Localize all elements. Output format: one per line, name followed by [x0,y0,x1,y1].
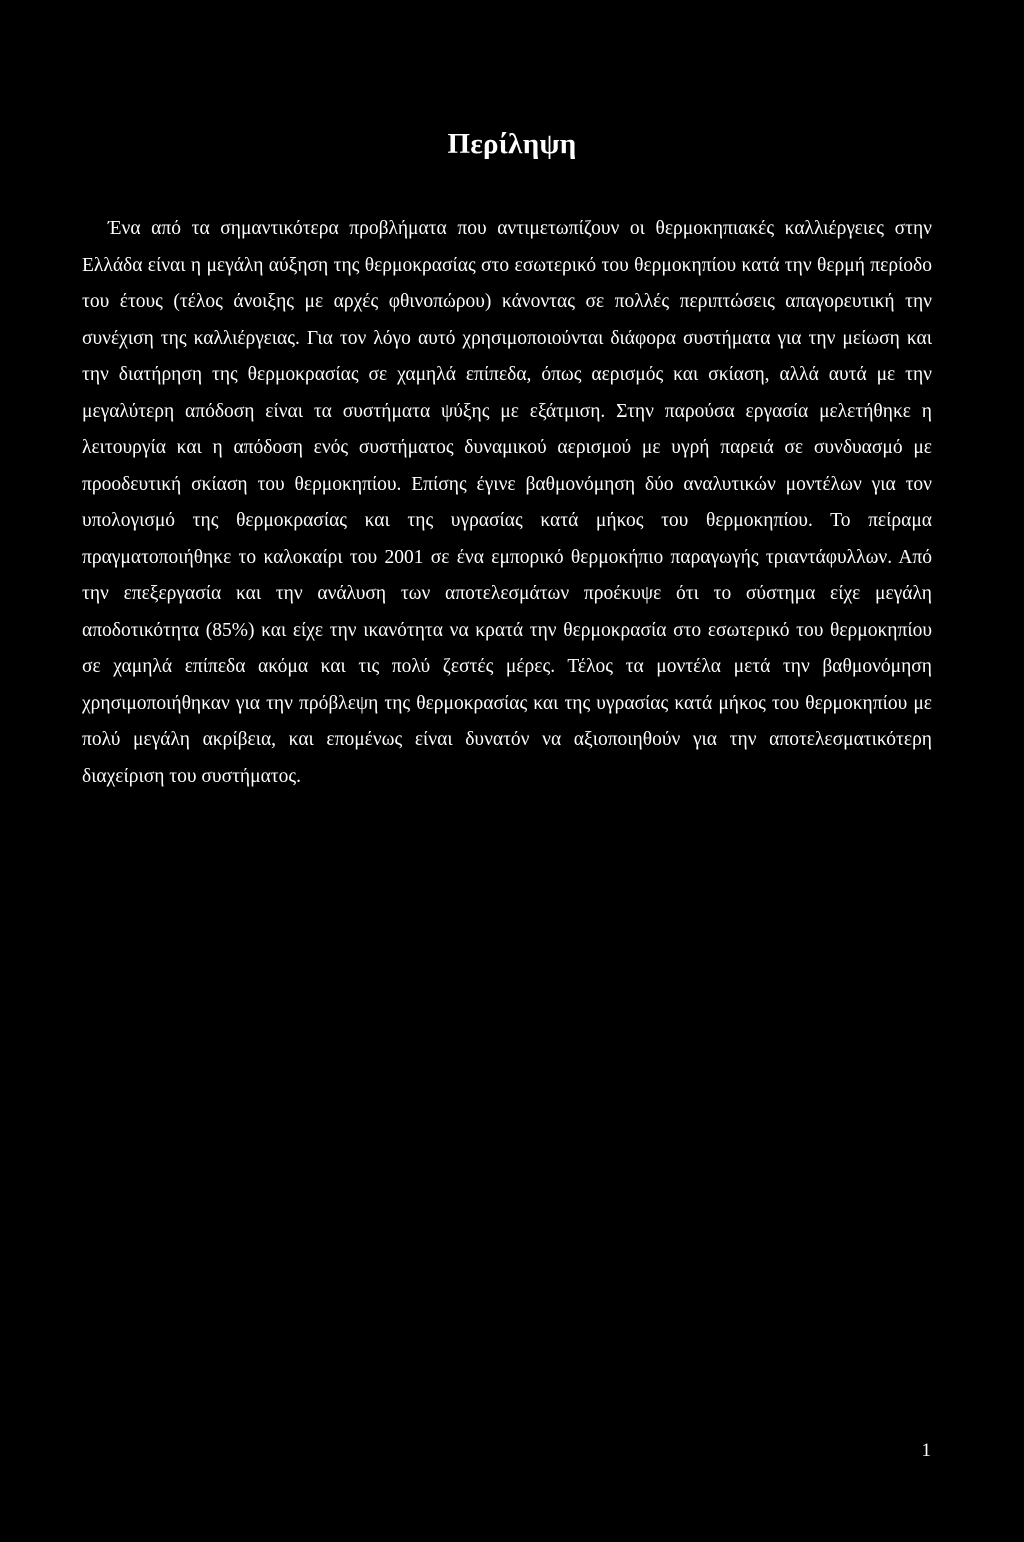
abstract-paragraph: Ένα από τα σημαντικότερα προβλήματα που αντιμετωπίζουν οι θερμοκηπιακές καλλιέργειες στην Ελλάδα είναι η μεγάλη αύξηση της θερμοκρασίας στο εσωτερικό του θερμοκηπίου κατά την θερμή περίοδο του έτους (τέλος άνοιξης με αρχές φθινοπώρου) κάνοντας σε πολλές περιπτώσεις απαγορευτική την συνέχιση της καλλιέργειας. Για τον λόγο αυτό χρησιμοποιούνται διάφορα συστήματα για την μείωση και την διατήρηση της θερμοκρασίας σε χαμηλά επίπεδα, όπως αερισμός και σκίαση, αλλά αυτά με την μεγαλύτερη απόδοση είναι τα συστήματα ψύξης με εξάτμιση. Στην παρούσα εργασία μελετήθηκε η λειτουργία και η απόδοση ενός συστήματος δυναμικού αερισμού με υγρή παρειά σε συνδυασμό με προοδευτική σκίαση του θερμοκηπίου. Επίσης έγινε βαθμονόμηση δύο αναλυτικών μοντέλων για τον υπολογισμό της θερμοκρασίας και της υγρασίας κατά μήκος του θερμοκηπίου. Το πείραμα πραγματοποιήθηκε το καλοκαίρι του 2001 σε ένα εμπορικό θερμοκήπιο παραγωγής τριαντάφυλλων. Από την επεξεργασία και την ανάλυση των αποτελεσμάτων προέκυψε ότι το σύστημα είχε μεγάλη αποδοτικότητα (85%) και είχε την ικανότητα να κρατά την θερμοκρασία στο εσωτερικό του θερμοκηπίου σε χαμηλά επίπεδα ακόμα και τις πολύ ζεστές μέρες. Τέλος τα μοντέλα μετά την βαθμονόμηση χρησιμοποιήθηκαν για την πρόβλεψη της θερμοκρασίας και της υγρασίας κατά μήκος του θερμοκηπίου με πολύ μεγάλη ακρίβεια, και επομένως είναι δυνατόν να αξιοποιηθούν για την αποτελεσματικότερη διαχείριση του συστήματος. [82,218,932,787]
page-title: Περίληψη [447,128,577,160]
page-number: 1 [921,1440,931,1461]
